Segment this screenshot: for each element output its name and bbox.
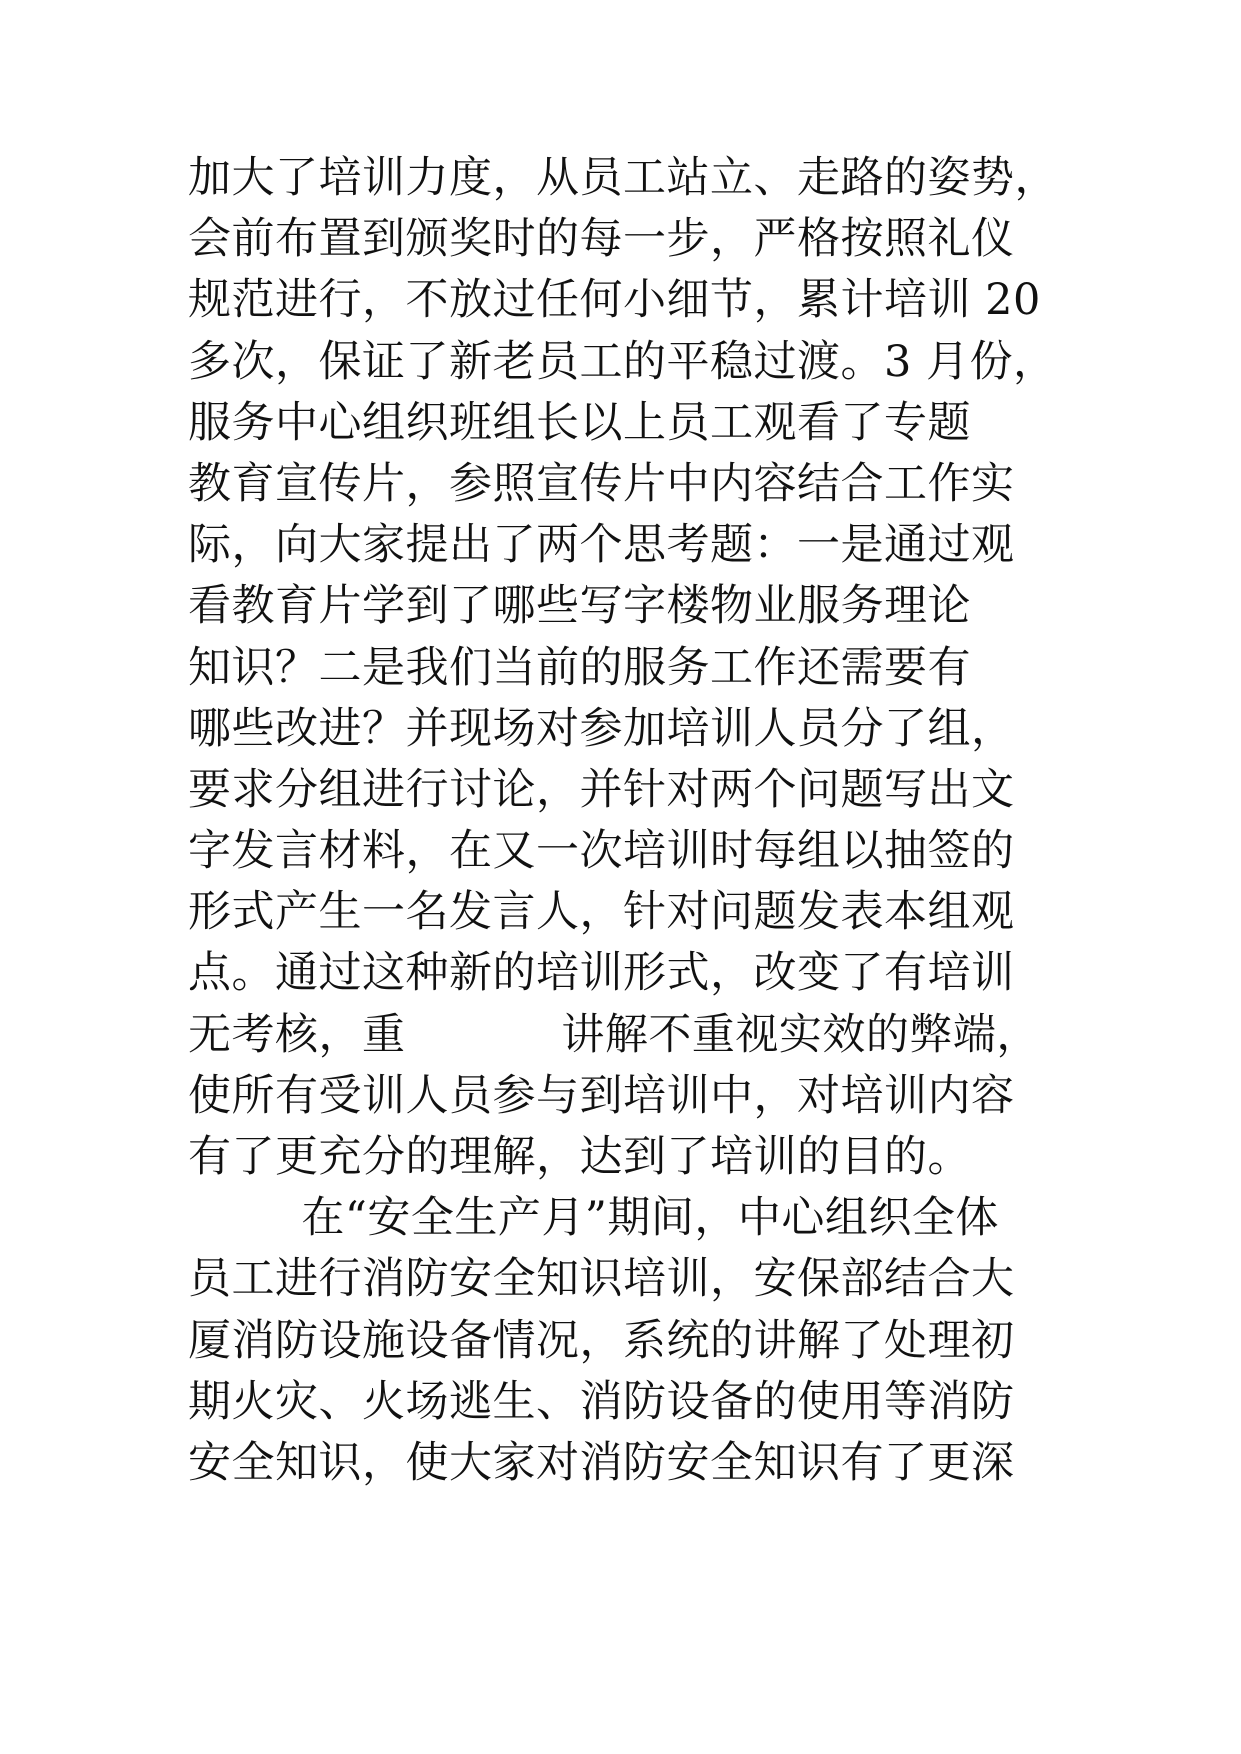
text-line: 期火灾、火场逃生、消防设备的使用等消防 bbox=[188, 1376, 1015, 1427]
text-line: 服务中心组织班组长以上员工观看了专题 bbox=[188, 397, 971, 448]
text-line: 有了更充分的理解，达到了培训的目的。 bbox=[188, 1132, 971, 1182]
text-line: 在“安全生产月”期间，中心组织全体 bbox=[188, 1193, 999, 1244]
text-line: 形式产生一名发言人，针对问题发表本组观 bbox=[188, 887, 1015, 938]
text-line: 厦消防设施设备情况，系统的讲解了处理初 bbox=[188, 1315, 1015, 1366]
text-line: 多次，保证了新老员工的平稳过渡。3 月份， bbox=[188, 336, 1057, 387]
text-line: 使所有受训人员参与到培训中，对培训内容 bbox=[188, 1070, 1015, 1121]
text-line: 规范进行，不放过任何小细节，累计培训 20 bbox=[188, 275, 1041, 326]
text-line: 安全知识，使大家对消防安全知识有了更深 bbox=[188, 1437, 1015, 1488]
text-line: 会前布置到颁奖时的每一步，严格按照礼仪 bbox=[188, 214, 1015, 265]
text-line: 点。通过这种新的培训形式，改变了有培训 bbox=[188, 948, 1015, 999]
text-line: 教育宣传片，参照宣传片中内容结合工作实 bbox=[188, 458, 1015, 509]
text-line: 加大了培训力度，从员工站立、走路的姿势， bbox=[188, 153, 1058, 203]
text-line: 员工进行消防安全知识培训，安保部结合大 bbox=[188, 1254, 1015, 1305]
text-line: 知识？二是我们当前的服务工作还需要有 bbox=[188, 642, 971, 693]
text-line: 际，向大家提出了两个思考题：一是通过观 bbox=[188, 520, 1015, 571]
body-text bbox=[188, 148, 1068, 1494]
text-line: 要求分组进行讨论，并针对两个问题写出文 bbox=[188, 764, 1015, 815]
text-line: 字发言材料，在又一次培训时每组以抽签的 bbox=[188, 826, 1015, 877]
text-line: 哪些改进？并现场对参加培训人员分了组， bbox=[188, 703, 1015, 754]
text-line: 看教育片学到了哪些写字楼物业服务理论 bbox=[188, 581, 971, 632]
text-line: 无考核，重 讲解不重视实效的弊端， bbox=[188, 1009, 1040, 1060]
